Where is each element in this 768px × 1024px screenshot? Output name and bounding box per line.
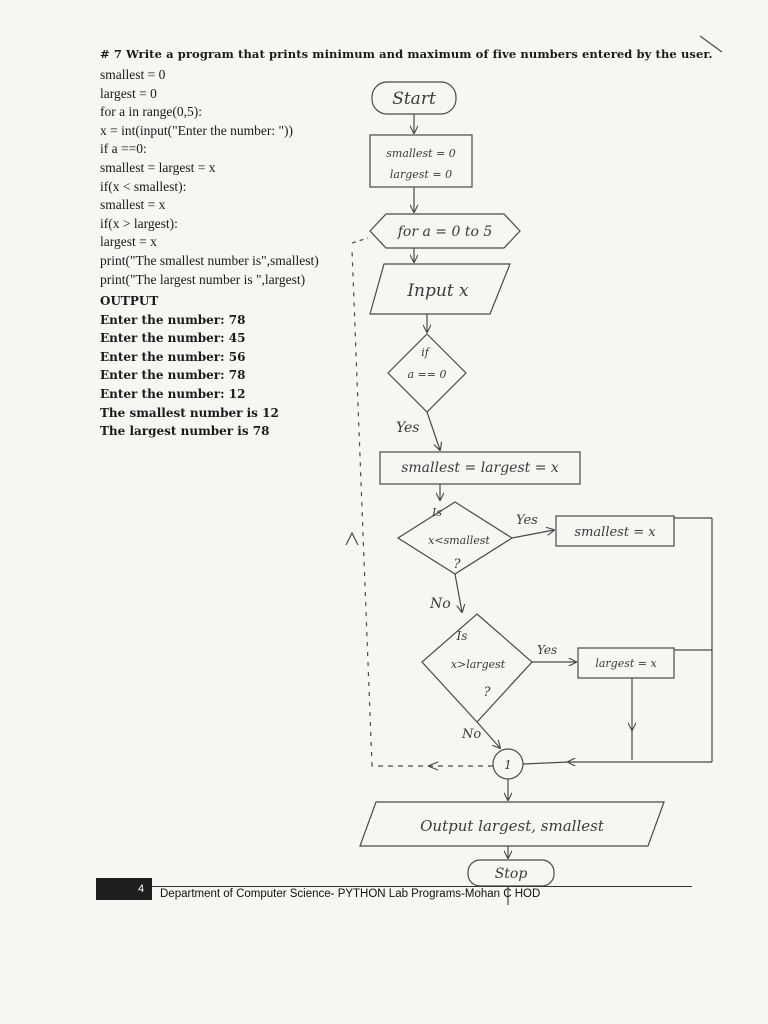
code-line: smallest = largest = x <box>100 159 216 175</box>
yes-first-label: Yes <box>396 420 420 436</box>
loop-label: for a = 0 to 5 <box>397 224 493 240</box>
arrow-yes-small <box>512 530 554 538</box>
page-number: 4 <box>138 883 145 895</box>
code-line: print("The smallest number is",smallest) <box>100 252 319 268</box>
assign-largest-label: largest = x <box>595 657 657 670</box>
code-line: smallest = 0 <box>100 67 166 82</box>
no-small-label: No <box>430 596 451 612</box>
question-title: # 7 Write a program that prints minimum and maximum of five numbers entered by the user. <box>100 47 713 61</box>
code-line: if(x < smallest): <box>100 178 187 194</box>
code-line: if a ==0: <box>100 141 147 157</box>
code-line: if(x > largest): <box>100 215 178 231</box>
code-line: print("The largest number is ",largest) <box>100 271 306 287</box>
yes-large-label: Yes <box>537 643 558 657</box>
cond-large-label-2: x>largest <box>450 658 506 671</box>
start-label: Start <box>392 89 436 109</box>
code-line: largest = 0 <box>100 85 157 101</box>
stray-pencil-mark <box>700 36 722 52</box>
output-line: Enter the number: 12 <box>100 386 246 401</box>
footer-text: Department of Computer Science- PYTHON Lab Programs-Mohan C HOD <box>160 888 541 900</box>
init-label-1: smallest = 0 <box>386 147 456 160</box>
arrow-cond-assign <box>427 412 440 450</box>
assign-both-label: smallest = largest = x <box>401 460 559 476</box>
code-line: smallest = x <box>100 197 166 213</box>
code-line: x = int(input("Enter the number: ")) <box>100 122 293 138</box>
code-line: for a in range(0,5): <box>100 104 202 120</box>
cond-large-label-1: Is <box>456 629 468 643</box>
output-line: The largest number is 78 <box>100 424 270 439</box>
cond-small-label-2: x<smallest <box>428 534 490 547</box>
input-label: Input x <box>407 281 469 301</box>
cond-small-label-3: ? <box>453 557 461 572</box>
output-line: Enter the number: 56 <box>100 349 246 364</box>
code-line: largest = x <box>100 234 157 250</box>
footer-divider <box>152 886 692 887</box>
output-line: Enter the number: 45 <box>100 331 246 346</box>
cond-first-label-1: if <box>421 346 429 359</box>
yes-small-label: Yes <box>516 513 538 528</box>
output-heading: OUTPUT <box>100 294 159 308</box>
line-rail-connector <box>523 762 568 764</box>
init-label-2: largest = 0 <box>389 168 453 181</box>
output-label: Output largest, smallest <box>420 817 604 835</box>
loop-back-dashed-top <box>352 238 368 243</box>
cond-large-label-3: ? <box>483 685 491 700</box>
no-large-label: No <box>462 727 482 742</box>
stop-label: Stop <box>494 866 528 882</box>
connector-label: 1 <box>504 758 512 772</box>
output-line: The smallest number is 12 <box>100 405 279 420</box>
arrow-no-small <box>455 574 462 612</box>
cond-small-label-1: Is <box>432 506 442 519</box>
loop-back-up-arrow <box>346 533 358 545</box>
output-line: Enter the number: 78 <box>100 368 246 383</box>
loop-back-dashed-vertical <box>352 250 372 766</box>
output-line: Enter the number: 78 <box>100 312 246 327</box>
cond-first-label-2: a == 0 <box>407 368 447 381</box>
assign-smallest-label: smallest = x <box>574 525 656 540</box>
